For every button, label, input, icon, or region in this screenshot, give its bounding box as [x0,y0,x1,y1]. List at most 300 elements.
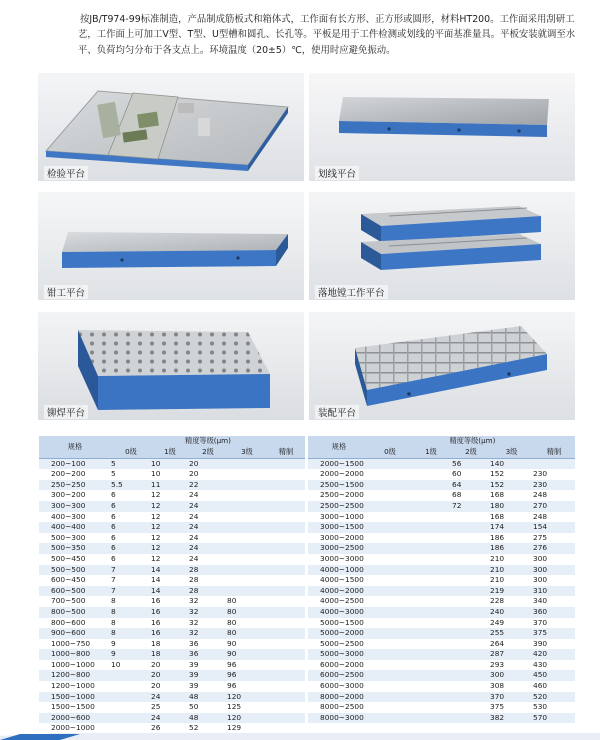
cell-value: 14 [151,565,189,576]
cell-spec: 4000~2500 [308,596,370,607]
cell-value [410,692,452,703]
cell-value [410,586,452,597]
cell-value [533,458,575,469]
photo-welding-platform [38,312,304,420]
cell-value: 12 [151,512,189,523]
cell-value [410,628,452,639]
cell-value: 6 [111,522,151,533]
cell-value: 60 [452,469,490,480]
cell-value: 14 [151,575,189,586]
cell-value [267,565,305,576]
cell-value [410,554,452,565]
cell-value [370,458,410,469]
header-spec: 规格 [39,436,111,458]
cell-value [370,586,410,597]
cell-value [370,480,410,491]
cell-spec: 400~300 [39,512,111,523]
cell-spec: 2000~2000 [308,469,370,480]
cell-value [410,533,452,544]
cell-spec: 8000~2000 [308,692,370,703]
caption-floor-boring-platform: 落地镗工作平台 [315,285,388,299]
cell-value: 310 [533,586,575,597]
table-row [39,649,305,660]
cell-value: 16 [151,607,189,618]
table-row [39,522,305,533]
cell-value: 186 [490,543,533,554]
cell-value [452,575,490,586]
cell-value: 96 [227,670,267,681]
cell-value [452,533,490,544]
table-row [308,713,575,724]
cell-value [410,575,452,586]
cell-value: 6 [111,512,151,523]
cell-value [370,660,410,671]
cell-value: 16 [151,628,189,639]
grade-0: 0级 [111,447,151,458]
cell-value: 390 [533,639,575,650]
cell-value [370,681,410,692]
cell-value: 12 [151,522,189,533]
cell-value: 7 [111,586,151,597]
cell-value: 300 [533,565,575,576]
cell-value: 20 [151,681,189,692]
cell-value: 375 [533,628,575,639]
cell-value: 270 [533,501,575,512]
cell-value [227,469,267,480]
cell-value: 300 [490,670,533,681]
cell-value: 28 [189,575,227,586]
cell-spec: 3000~3000 [308,554,370,565]
grade-3: 3级 [490,447,533,458]
cell-value: 228 [490,596,533,607]
table-row [39,458,305,469]
cell-value [370,639,410,650]
cell-value: 230 [533,469,575,480]
cell-value: 72 [452,501,490,512]
cell-value: 11 [151,480,189,491]
caption-fitter-platform: 钳工平台 [44,285,88,299]
table-row [308,607,575,618]
cell-spec: 8000~3000 [308,713,370,724]
cell-value: 28 [189,586,227,597]
cell-value: 275 [533,533,575,544]
header-spec: 规格 [308,436,370,458]
intro-paragraph: 按JB/T974-99标准制造，产品制成筋板式和箱体式，工作面有长方形、正方形或圆形，材料HT200。工作面采用刮研工艺，工作面上可加工V型、T型、U型槽和圆孔、长孔等。平板是用于工件检测或划线的平面基准量具。平板安装就调至水平、负荷均匀分布于各支点上。环境温度（20±5）℃，使用时应避免振动。 [78,14,576,56]
photo-assembly-platform [309,312,575,420]
cell-value: 20 [189,469,227,480]
table-row [39,480,305,491]
cell-value [267,670,305,681]
cell-value: 10 [151,458,189,469]
table-row [308,480,575,491]
inspection-platform-image [38,73,304,181]
cell-spec: 250~250 [39,480,111,491]
cell-value: 186 [490,533,533,544]
cell-spec: 5000~3000 [308,649,370,660]
cell-value: 80 [227,628,267,639]
cell-value: 255 [490,628,533,639]
cell-value [227,533,267,544]
cell-value: 180 [490,501,533,512]
table-row [308,490,575,501]
cell-value: 9 [111,649,151,660]
table-row [308,670,575,681]
cell-spec: 600~500 [39,586,111,597]
cell-value [267,596,305,607]
cell-value [370,649,410,660]
cell-value [267,713,305,724]
cell-value [370,469,410,480]
cell-spec: 800~500 [39,607,111,618]
cell-spec: 500~300 [39,533,111,544]
cell-value [267,702,305,713]
cell-value: 48 [189,713,227,724]
cell-value: 152 [490,480,533,491]
cell-value: 12 [151,501,189,512]
cell-value: 264 [490,639,533,650]
cell-value [227,480,267,491]
cell-value [410,660,452,671]
cell-value: 28 [189,565,227,576]
cell-value: 168 [490,512,533,523]
cell-value: 12 [151,554,189,565]
cell-spec: 200~100 [39,458,111,469]
cell-value: 7 [111,575,151,586]
cell-value [410,501,452,512]
cell-value [410,512,452,523]
cell-value: 420 [533,649,575,660]
cell-value: 36 [189,639,227,650]
cell-value: 16 [151,596,189,607]
cell-spec: 4000~1500 [308,575,370,586]
cell-spec: 2000~1000 [39,723,111,734]
cell-value: 450 [533,670,575,681]
cell-value: 248 [533,512,575,523]
cell-value: 26 [151,723,189,734]
cell-value: 140 [490,458,533,469]
cell-value: 7 [111,565,151,576]
grade-2: 2级 [189,447,227,458]
cell-value: 80 [227,618,267,629]
cell-spec: 300~300 [39,501,111,512]
cell-spec: 5000~2500 [308,639,370,650]
cell-value [370,512,410,523]
table-row [308,586,575,597]
cell-value [370,702,410,713]
table-row [39,639,305,650]
cell-value: 90 [227,649,267,660]
cell-value: 52 [189,723,227,734]
cell-value: 8 [111,628,151,639]
marking-platform-image [309,73,575,181]
cell-value: 32 [189,618,227,629]
cell-value [267,501,305,512]
cell-spec: 6000~3000 [308,681,370,692]
cell-value [227,522,267,533]
cell-value: 5.5 [111,480,151,491]
cell-value [111,681,151,692]
cell-value: 6 [111,543,151,554]
cell-value [227,512,267,523]
cell-value [452,702,490,713]
cell-value: 570 [533,713,575,724]
cell-value [370,596,410,607]
cell-value: 248 [533,490,575,501]
cell-value: 25 [151,702,189,713]
cell-value [452,618,490,629]
cell-value: 32 [189,596,227,607]
cell-value [227,543,267,554]
cell-value [370,554,410,565]
table-row [39,596,305,607]
cell-value: 10 [151,469,189,480]
table-row [39,681,305,692]
cell-value [452,607,490,618]
cell-value: 129 [227,723,267,734]
cell-value: 5 [111,469,151,480]
cell-value: 20 [189,458,227,469]
cell-value [227,554,267,565]
cell-value [227,501,267,512]
cell-value [267,522,305,533]
cell-value [410,607,452,618]
cell-spec: 3000~1500 [308,522,370,533]
cell-value: 460 [533,681,575,692]
cell-value: 168 [490,490,533,501]
grade-3: 3级 [227,447,267,458]
cell-value: 24 [151,692,189,703]
cell-value: 24 [189,533,227,544]
table-row [39,575,305,586]
cell-spec: 4000~1000 [308,565,370,576]
table-row [308,501,575,512]
cell-value: 24 [189,554,227,565]
cell-value [267,575,305,586]
cell-value: 249 [490,618,533,629]
cell-value [452,692,490,703]
cell-value: 14 [151,586,189,597]
table-row [39,618,305,629]
table-row [308,618,575,629]
cell-spec: 2500~2500 [308,501,370,512]
table-row [308,565,575,576]
cell-spec: 5000~1500 [308,618,370,629]
table-row [308,522,575,533]
cell-value: 230 [533,480,575,491]
photo-inspection-platform [38,73,304,181]
table-row [39,469,305,480]
cell-value: 6 [111,554,151,565]
cell-value: 39 [189,660,227,671]
cell-value: 240 [490,607,533,618]
floor-boring-platform-image [309,192,575,300]
cell-value [227,586,267,597]
cell-value: 530 [533,702,575,713]
cell-value: 80 [227,607,267,618]
cell-value [410,596,452,607]
cell-value: 152 [490,469,533,480]
cell-value [410,522,452,533]
cell-spec: 6000~2500 [308,670,370,681]
grade-fine: 精制 [533,447,575,458]
grade-1: 1级 [151,447,189,458]
cell-value: 50 [189,702,227,713]
cell-value: 125 [227,702,267,713]
cell-value [410,618,452,629]
cell-value [111,713,151,724]
cell-value [267,543,305,554]
table-row [39,512,305,523]
cell-spec: 700~500 [39,596,111,607]
table-row [308,469,575,480]
photo-marking-platform [309,73,575,181]
cell-value [452,713,490,724]
cell-value [452,649,490,660]
table-row [308,554,575,565]
grade-1: 1级 [410,447,452,458]
cell-spec: 4000~2000 [308,586,370,597]
cell-value: 340 [533,596,575,607]
cell-value: 32 [189,607,227,618]
cell-spec: 2500~2000 [308,490,370,501]
cell-value: 48 [189,692,227,703]
cell-value: 210 [490,575,533,586]
cell-value: 39 [189,670,227,681]
table-row [39,533,305,544]
cell-spec: 3000~1000 [308,512,370,523]
cell-value [267,480,305,491]
cell-value: 8 [111,607,151,618]
cell-value [370,522,410,533]
table-row [39,670,305,681]
caption-marking-platform: 划线平台 [315,166,359,180]
table-row [308,692,575,703]
cell-value: 300 [533,554,575,565]
cell-value [370,670,410,681]
photo-fitter-platform [38,192,304,300]
cell-value [267,469,305,480]
cell-value: 430 [533,660,575,671]
cell-value: 287 [490,649,533,660]
cell-spec: 2500~1500 [308,480,370,491]
cell-value [227,458,267,469]
cell-value: 120 [227,713,267,724]
cell-value [410,490,452,501]
cell-value: 8 [111,596,151,607]
cell-value [370,501,410,512]
cell-value [452,639,490,650]
table-row [308,702,575,713]
table-row [39,554,305,565]
cell-value: 382 [490,713,533,724]
cell-value: 12 [151,533,189,544]
cell-value [370,713,410,724]
cell-value: 300 [533,575,575,586]
cell-spec: 3000~2000 [308,533,370,544]
cell-value: 210 [490,565,533,576]
cell-spec: 1200~800 [39,670,111,681]
photo-floor-boring-platform [309,192,575,300]
cell-spec: 3000~2500 [308,543,370,554]
cell-value: 64 [452,480,490,491]
caption-inspection-platform: 检验平台 [44,166,88,180]
cell-value: 360 [533,607,575,618]
cell-spec: 6000~2000 [308,660,370,671]
cell-value [111,670,151,681]
cell-value: 12 [151,490,189,501]
cell-spec: 500~450 [39,554,111,565]
cell-value [452,596,490,607]
spec-table-left [39,436,305,734]
cell-value [267,490,305,501]
table-row [308,458,575,469]
cell-value: 308 [490,681,533,692]
table-row [39,543,305,554]
table-row [39,713,305,724]
cell-value: 24 [151,713,189,724]
cell-value [452,628,490,639]
cell-value: 24 [189,490,227,501]
cell-value: 520 [533,692,575,703]
cell-spec: 200~200 [39,469,111,480]
cell-value: 16 [151,618,189,629]
cell-value [267,649,305,660]
table-row [308,628,575,639]
cell-value: 370 [490,692,533,703]
table-row [39,565,305,576]
cell-value: 68 [452,490,490,501]
cell-value [370,575,410,586]
cell-value [267,692,305,703]
cell-value [370,628,410,639]
cell-value [267,628,305,639]
cell-spec: 600~450 [39,575,111,586]
cell-value [267,681,305,692]
cell-value [267,533,305,544]
cell-spec: 400~400 [39,522,111,533]
grade-fine: 精制 [267,447,305,458]
table-row [39,501,305,512]
cell-value [267,639,305,650]
cell-value [227,565,267,576]
table-row [39,607,305,618]
cell-value [410,670,452,681]
table-row [39,490,305,501]
cell-value: 6 [111,490,151,501]
cell-value: 96 [227,681,267,692]
spec-table-right [308,436,575,723]
cell-value: 80 [227,596,267,607]
cell-value [410,702,452,713]
cell-value [410,713,452,724]
cell-value: 10 [111,660,151,671]
cell-value: 154 [533,522,575,533]
cell-value: 6 [111,501,151,512]
cell-value [267,458,305,469]
cell-spec: 5000~2000 [308,628,370,639]
table-row [308,543,575,554]
table-row [39,702,305,713]
cell-value: 96 [227,660,267,671]
cell-value [267,607,305,618]
cell-value [267,512,305,523]
cell-value: 5 [111,458,151,469]
cell-value [267,618,305,629]
table-row [308,660,575,671]
cell-value [452,554,490,565]
cell-value: 375 [490,702,533,713]
cell-value: 90 [227,639,267,650]
